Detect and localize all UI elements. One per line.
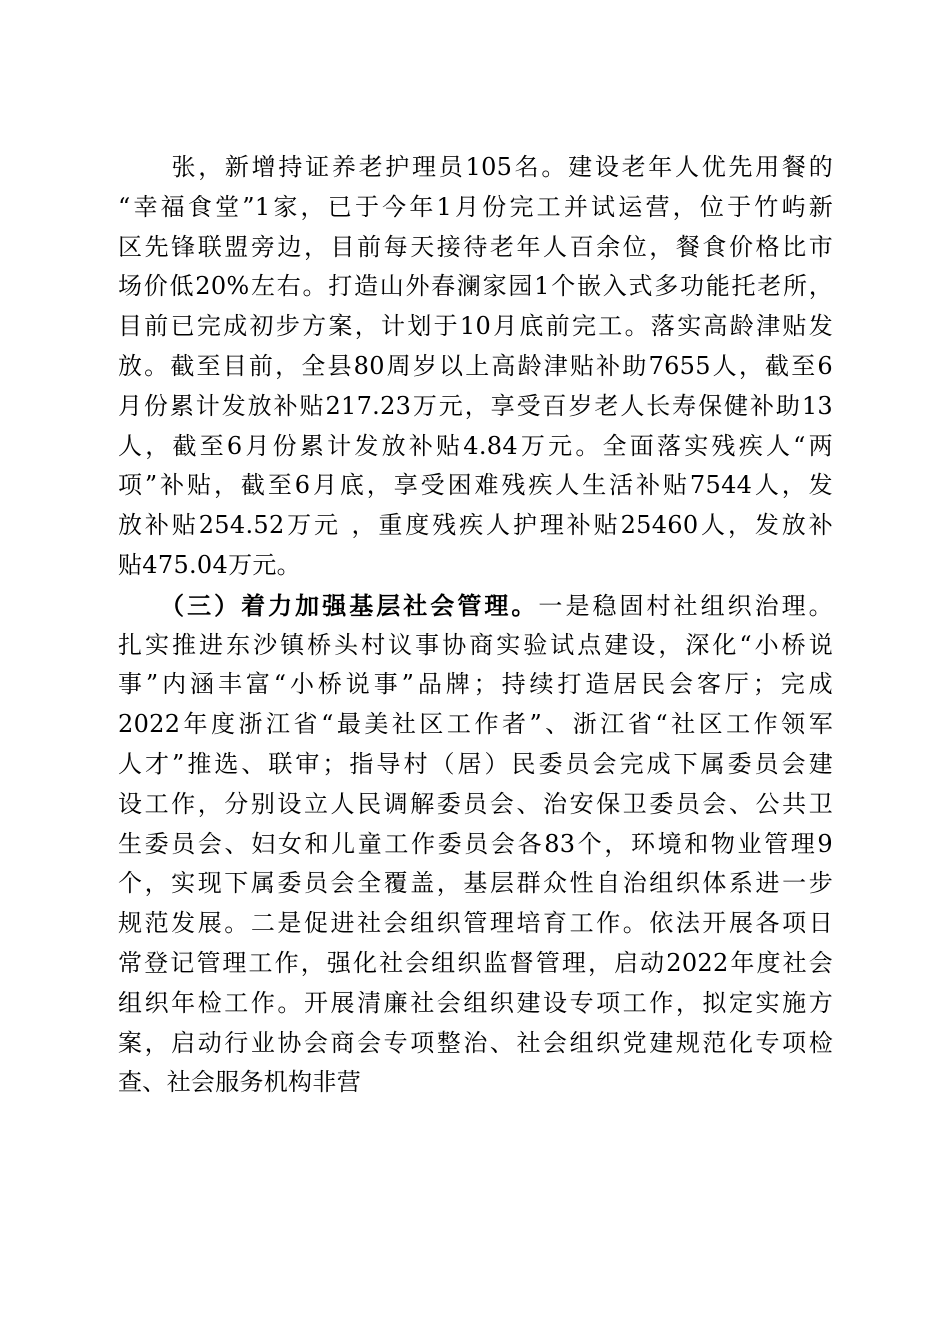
text-line: 张，新增持证养老护理员105名。建设老年人优先用餐的 [118, 153, 833, 181]
text-line: 案，启动行业协会商会专项整治、社会组织党建规范化专项检 [118, 1028, 833, 1057]
text-line: 项”补贴，截至6月底，享受困难残疾人生活补贴7544人，发 [118, 471, 833, 500]
body-text [118, 148, 833, 1103]
section-heading-line [118, 586, 833, 626]
text-line: 生委员会、妇女和儿童工作委员会各83个，环境和物业管理9 [118, 829, 833, 858]
text-line: 规范发展。二是促进社会组织管理培育工作。依法开展各项日 [118, 909, 833, 938]
text-line: 放补贴254.52万元 ，重度残疾人护理补贴25460人，发放补 [118, 511, 833, 540]
text-line: 组织年检工作。开展清廉社会组织建设专项工作，拟定实施方 [118, 988, 833, 1017]
text-line: 贴475.04万元。 [118, 550, 301, 579]
text-line: 设工作，分别设立人民调解委员会、治安保卫委员会、公共卫 [118, 789, 833, 818]
text-line: 2022年度浙江省“最美社区工作者”、浙江省“社区工作领军 [118, 710, 833, 739]
text-line: “幸福食堂”1家，已于今年1月份完工并试运营，位于竹屿新 [118, 192, 833, 221]
text-line: 人才”推选、联审；指导村（居）民委员会完成下属委员会建 [118, 749, 833, 778]
text-line: 查、社会服务机构非营 [118, 1068, 361, 1097]
text-line: 区先锋联盟旁边，目前每天接待老年人百余位，餐食价格比市 [118, 232, 833, 261]
text-line: 人，截至6月份累计发放补贴4.84万元。全面落实残疾人“两 [118, 431, 833, 460]
section-first-sentence: 一是稳固村社组织治理。 [538, 591, 833, 620]
text-line: 个，实现下属委员会全覆盖，基层群众性自治组织体系进一步 [118, 869, 833, 898]
section-heading: （三）着力加强基层社会管理。 [118, 590, 539, 620]
text-line: 常登记管理工作，强化社会组织监督管理，启动2022年度社会 [118, 948, 833, 977]
text-line: 目前已完成初步方案，计划于10月底前完工。落实高龄津贴发 [118, 312, 833, 341]
text-line: 放。截至目前，全县80周岁以上高龄津贴补助7655人，截至6 [118, 351, 833, 380]
text-line: 月份累计发放补贴217.23万元，享受百岁老人长寿保健补助13 [118, 391, 833, 420]
text-line: 场价低20%左右。打造山外春澜家园1个嵌入式多功能托老所， [118, 272, 833, 301]
text-line: 扎实推进东沙镇桥头村议事协商实验试点建设，深化“小桥说 [118, 630, 833, 659]
text-line: 事”内涵丰富“小桥说事”品牌；持续打造居民会客厅；完成 [118, 670, 833, 699]
